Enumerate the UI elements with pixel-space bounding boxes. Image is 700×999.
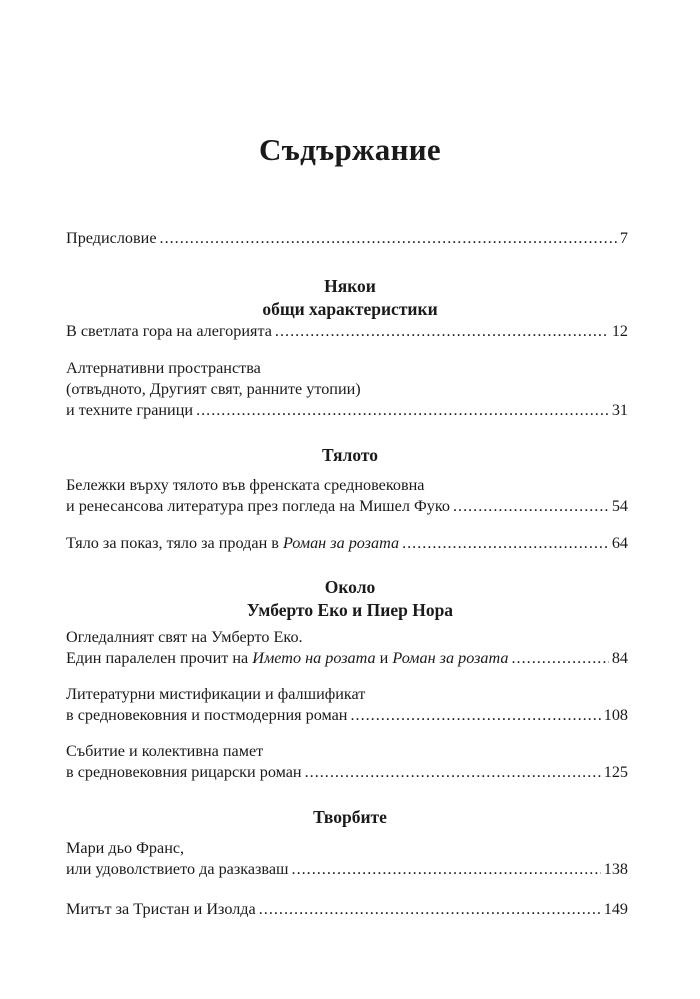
toc-entry bbox=[66, 358, 628, 421]
page-number: 125 bbox=[603, 763, 628, 781]
section-heading: Някои общи характеристики bbox=[262, 276, 438, 319]
toc-entry bbox=[66, 533, 628, 554]
entry-title-line: в средновековния и постмодерния роман bbox=[66, 706, 348, 724]
entry-title-line: и ренесансова литература през погледа на Мишел Фуко bbox=[66, 497, 450, 515]
entry-title-line: (отвъдното, Другият свят, ранните утопии) bbox=[66, 380, 361, 398]
entry-title-line: Огледалният свят на Умберто Еко. bbox=[66, 628, 303, 646]
toc-entry bbox=[66, 475, 628, 517]
entry-title-line: Бележки върху тялото във френската средновековна bbox=[66, 476, 425, 494]
entry-title: Митът за Тристан и Изолда bbox=[66, 900, 256, 918]
entry-title-line: или удоволствието да разказваш bbox=[66, 860, 289, 878]
dot-leader bbox=[259, 899, 601, 920]
toc-entry bbox=[66, 684, 628, 726]
entry-title-line: и техните граници bbox=[66, 401, 194, 419]
toc-entry bbox=[66, 741, 628, 783]
entry-title-line: Литературни мистификации и фалшификат bbox=[66, 685, 366, 703]
page-number: 149 bbox=[603, 900, 628, 918]
page-number: 54 bbox=[611, 497, 628, 515]
toc-entry bbox=[66, 899, 628, 920]
page-number: 108 bbox=[603, 706, 628, 724]
dot-leader bbox=[305, 762, 601, 783]
entry-title-line: Един паралелен прочит на Името на розата и Роман за розата bbox=[66, 649, 509, 667]
page-number: 84 bbox=[611, 649, 628, 667]
entry-title-line: Събитие и колективна памет bbox=[66, 742, 264, 760]
page-number: 64 bbox=[611, 534, 628, 552]
entry-title: Тяло за показ, тяло за продан в Роман за розата bbox=[66, 534, 400, 552]
toc-entry bbox=[66, 321, 628, 342]
section-heading: Тялото bbox=[322, 445, 378, 465]
toc-entry-preface bbox=[66, 228, 628, 249]
italic-work-title: Името на розата bbox=[252, 649, 376, 667]
dot-leader bbox=[160, 228, 617, 249]
entry-title-line: в средновековния рицарски роман bbox=[66, 763, 302, 781]
page-number: 31 bbox=[611, 401, 628, 419]
dot-leader bbox=[275, 321, 609, 342]
dot-leader bbox=[402, 533, 609, 554]
toc-entry bbox=[66, 838, 628, 880]
dot-leader bbox=[292, 859, 601, 880]
section-heading: Творбите bbox=[313, 807, 387, 827]
section-heading: Около Умберто Еко и Пиер Нора bbox=[246, 577, 454, 620]
page-number: 12 bbox=[611, 322, 628, 340]
italic-work-title: Роман за розата bbox=[282, 534, 400, 552]
italic-work-title: Роман за розата bbox=[392, 649, 509, 667]
dot-leader bbox=[453, 496, 609, 517]
dot-leader bbox=[350, 705, 600, 726]
page-number: 7 bbox=[619, 229, 628, 247]
page-title: Съдържание bbox=[259, 132, 441, 167]
entry-title: В светлата гора на алегорията bbox=[66, 322, 272, 340]
page-number: 138 bbox=[603, 860, 628, 878]
entry-title: Предисловие bbox=[66, 229, 157, 247]
entry-title-line: Алтернативни пространства bbox=[66, 359, 261, 377]
dot-leader bbox=[512, 648, 609, 669]
toc-entry bbox=[66, 627, 628, 669]
dot-leader bbox=[196, 400, 609, 421]
entry-title-line: Мари дьо Франс, bbox=[66, 839, 185, 857]
